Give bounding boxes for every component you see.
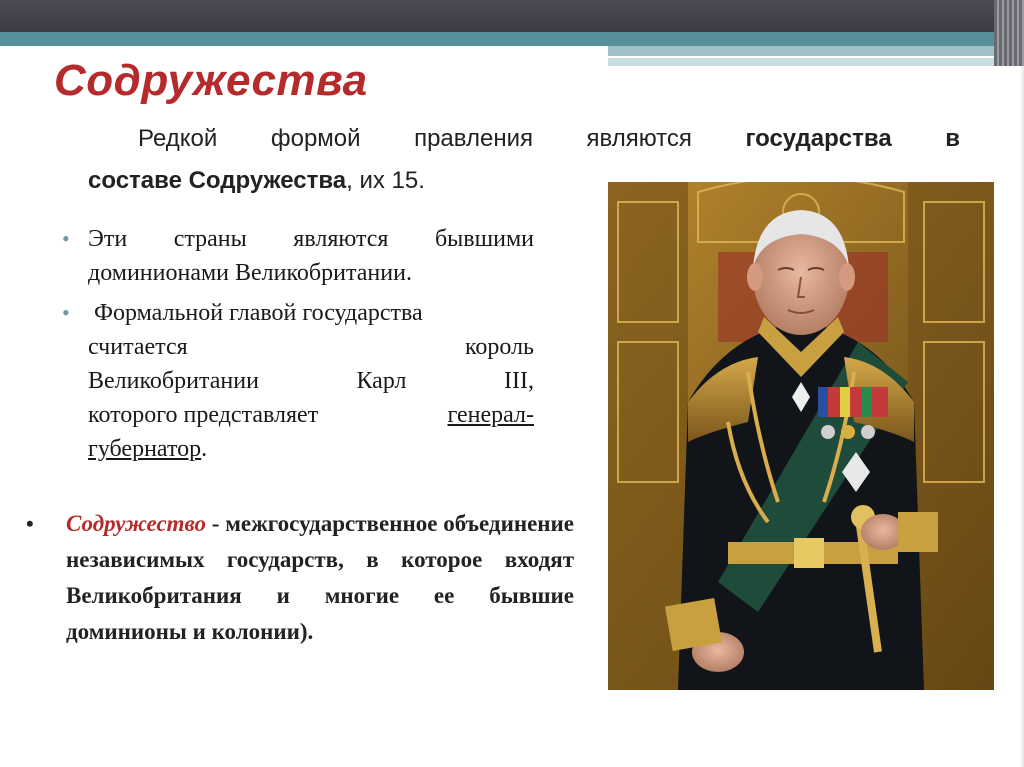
bullet-word: Эти [88,226,128,252]
definition-text: - межгосударственное объединение независимых государств, в которое входят Великобритания и многие ее бывшие доминионы и колонии). [66,511,574,644]
bullet-word: король [464,334,534,360]
bullet-text: Формальной главой государства [94,300,423,326]
king-portrait-image [608,182,994,690]
bullet-word: Великобритании [88,368,259,394]
king-portrait-illustration [608,182,994,690]
bullet-line [88,296,534,330]
slide-title: Содружества [54,56,368,105]
definition-term: Содружество [66,511,207,536]
bullet-line [88,222,534,256]
bullet-word: считается [88,334,188,360]
bullet-word: страны [173,226,247,252]
bullet-marker-icon: • [26,511,34,536]
bullet-line [88,432,534,466]
bullet-line [88,398,534,432]
definition-body [26,506,574,650]
header-accent-stripe-light [608,58,1024,66]
intro-word: Редкой [138,125,218,152]
header-corner-stripes [994,0,1024,66]
bullet-line: доминионами Великобритании. [88,260,412,286]
bullet-marker-icon: • [62,226,70,251]
bullet-word: бывшими [434,226,534,252]
bullet-word: Карл [356,368,407,394]
intro-word: являются [586,125,692,152]
bullet-word: III, [504,368,534,394]
header-accent-stripe [608,46,1024,56]
intro-tail: , их 15. [346,167,425,194]
bullet-text: которого представляет [88,402,319,428]
bullet-text: . [201,436,208,462]
bullet-word: являются [293,226,389,252]
list-item [62,296,534,466]
bullet-line [88,330,534,364]
intro-word: формой [270,125,361,152]
intro-bold-word: в [945,125,960,152]
definition-paragraph [26,506,574,650]
bullet-marker-icon: • [62,300,70,325]
bullet-list [62,222,534,472]
header-accent-bar [0,32,1024,46]
governor-general-link[interactable]: генерал- [447,402,534,428]
page-edge-shadow [1020,66,1024,767]
intro-line-1 [88,118,960,160]
intro-bold-word: государства [745,125,892,152]
header-bar [0,0,1024,32]
list-item [62,222,534,290]
intro-bold-phrase: составе Содружества [88,167,347,194]
intro-word: правления [414,125,533,152]
bullet-line [88,364,534,398]
governor-general-link-cont[interactable]: губернатор [88,436,202,462]
